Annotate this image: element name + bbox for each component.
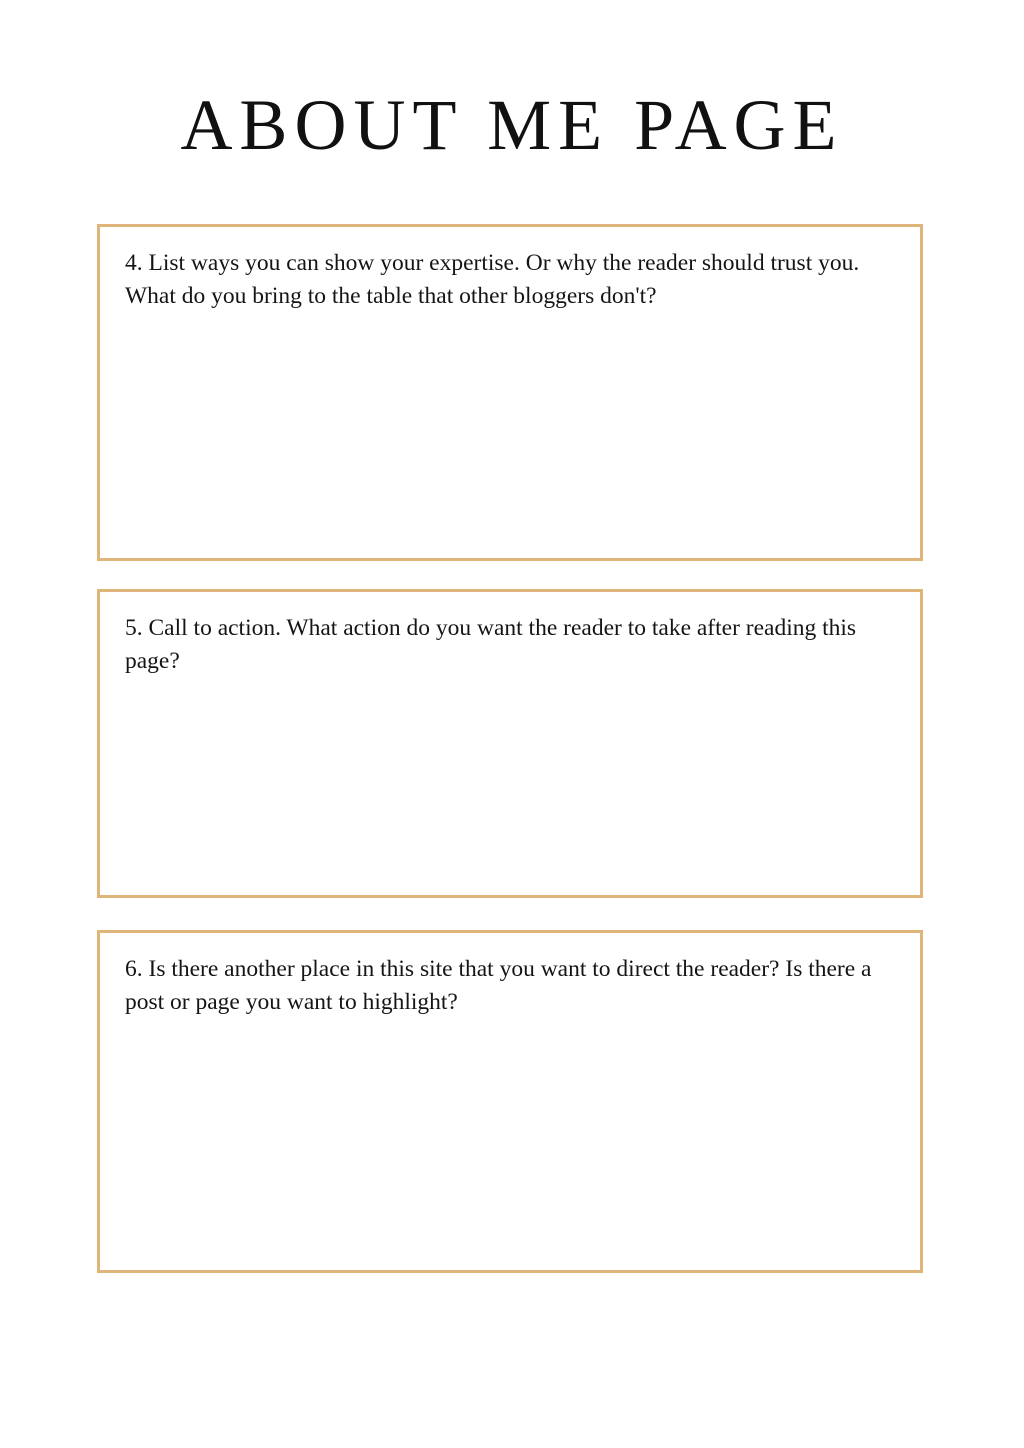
prompt-text-expertise: 4. List ways you can show your expertise. Or why the reader should trust you. What do you bring to the table that other bloggers don't? [125,250,860,309]
prompt-text-direct-reader: 6. Is there another place in this site that you want to direct the reader? Is there a post or page you want to highlight? [125,956,872,1015]
prompt-box-call-to-action[interactable] [97,589,923,898]
prompt-box-expertise[interactable] [97,224,923,561]
page-title: ABOUT ME PAGE [180,85,844,165]
prompt-box-direct-reader[interactable] [97,930,923,1273]
prompt-text-call-to-action: 5. Call to action. What action do you want the reader to take after reading this page? [125,615,857,674]
